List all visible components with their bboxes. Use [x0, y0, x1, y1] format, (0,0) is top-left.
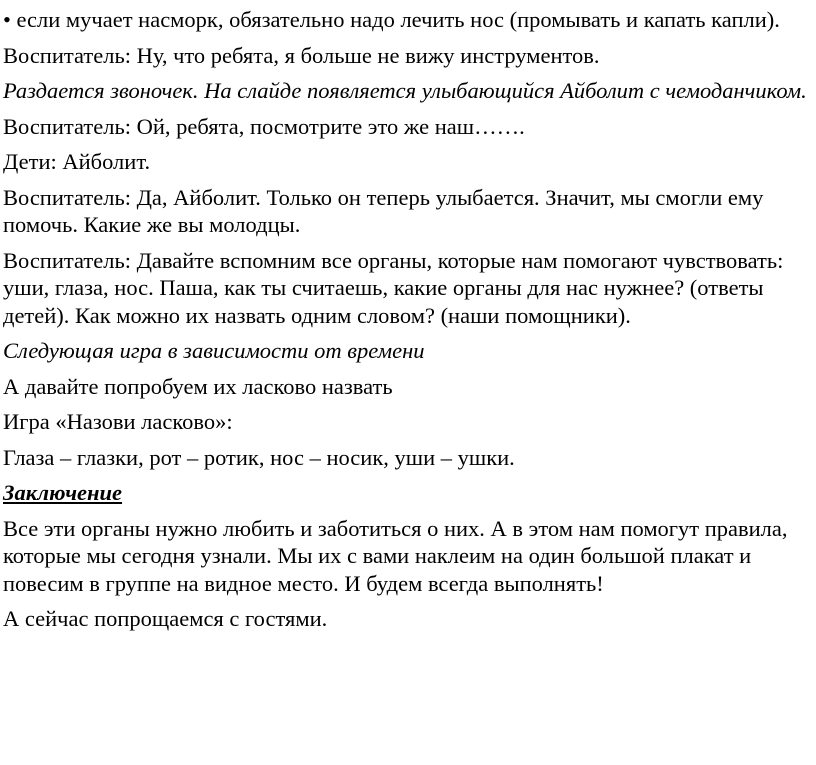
- note-next-game: Следующая игра в зависимости от времени: [3, 338, 425, 363]
- paragraph-children-aibolit: Дети: Айболит.: [3, 149, 151, 174]
- paragraph-aibolit-smiles: Воспитатель: Да, Айболит. Только он теперь улыбается. Значит, мы смогли ему помочь. Какие же вы молодцы.: [3, 184, 764, 237]
- paragraph-no-more-instruments: Воспитатель: Ну, что ребята, я больше не вижу инструментов.: [3, 42, 600, 68]
- paragraph-conclusion-text: Все эти органы нужно любить и заботиться о них. А в этом нам помогут правила, которые мы сегодня узнали. Мы их с вами наклеим на один большой плакат и повесим в группе на видное место. И будем всегда выполнять!: [3, 515, 788, 596]
- stage-direction-bell: Раздается звоночек. На слайде появляется улыбающийся Айболит с чемоданчиком.: [3, 78, 807, 103]
- section-heading-conclusion: Заключение: [3, 480, 123, 505]
- paragraph-farewell: А сейчас попрощаемся с гостями.: [3, 606, 328, 631]
- paragraph-remember-organs: Воспитатель: Давайте вспомним все органы, которые нам помогают чувствовать: уши, глаза, нос. Паша, как ты считаешь, какие органы для нас нужнее? (ответы детей). Как можно их назвать одним словом? (наши помощники).: [3, 247, 784, 328]
- paragraph-runny-nose: • если мучает насморк, обязательно надо лечить нос (промывать и капать капли).: [3, 7, 780, 32]
- paragraph-call-affectionately: А давайте попробуем их ласково назвать: [3, 373, 393, 399]
- game-title: Игра «Назови ласково»:: [3, 409, 233, 434]
- paragraph-game-examples: Глаза – глазки, рот – ротик, нос – носик, уши – ушки.: [3, 444, 515, 470]
- paragraph-look-children: Воспитатель: Ой, ребята, посмотрите это же наш…….: [3, 113, 525, 139]
